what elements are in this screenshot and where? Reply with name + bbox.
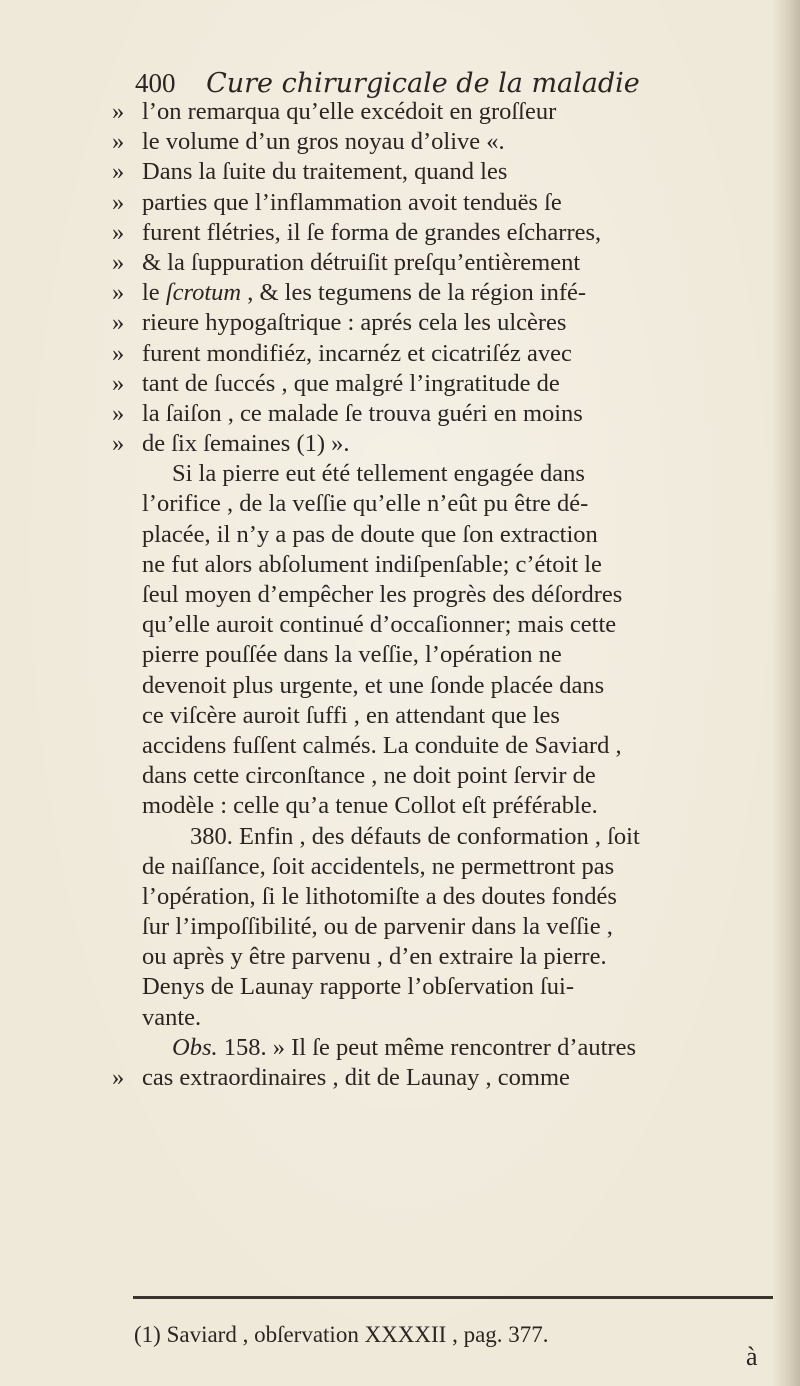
line-text: ce viſcère auroit ſuffi , en attendant que les: [142, 701, 560, 729]
text-line: [112, 822, 772, 852]
text-line: [112, 308, 772, 338]
line-text: ne fut alors abſolument indiſpenſable; c’étoit le: [142, 550, 602, 578]
text-line: [112, 761, 772, 791]
line-text: 380. Enfin , des défauts de conformation , ſoit: [190, 822, 640, 850]
text-line: [112, 278, 772, 308]
text-line: [112, 339, 772, 369]
line-text: dans cette circonſtance , ne doit point ſervir de: [142, 762, 596, 790]
line-text: pierre pouſſée dans la veſſie, l’opération ne: [142, 641, 562, 669]
running-head: [135, 68, 695, 99]
line-text: rieure hypogaſtrique : aprés cela les ulcères: [142, 309, 567, 337]
quote-mark: »: [112, 98, 125, 125]
italic-term: ſcrotum: [165, 279, 242, 307]
quote-mark: »: [112, 1064, 125, 1091]
line-text: ſur l’impoſſibilité, ou de parvenir dans la veſſie ,: [142, 913, 613, 941]
footnote-rule: [133, 1296, 773, 1299]
line-text: Si la pierre eut été tellement engagée dans: [172, 460, 585, 488]
line-text: [142, 279, 586, 306]
footnote: (1) Saviard , obſervation XXXXII , pag. 377.: [134, 1322, 549, 1347]
line-text: tant de ſuccés , que malgré l’ingratitude de: [142, 369, 560, 397]
line-text: [142, 1034, 636, 1061]
line-text: le volume d’un gros noyau d’olive «.: [142, 128, 505, 156]
line-text: qu’elle auroit continué d’occaſionner; mais cette: [142, 611, 617, 639]
line-text-part: le: [142, 279, 166, 307]
text-line: [112, 1063, 772, 1093]
line-text: Dans la ſuite du traitement, quand les: [142, 158, 508, 186]
text-line: [112, 399, 772, 429]
quote-mark: »: [112, 339, 125, 367]
quote-mark: »: [112, 309, 125, 337]
text-line: [112, 791, 772, 821]
line-text: l’opération, ſi le lithotomiſte a des doutes fondés: [142, 882, 617, 910]
text-line: [112, 489, 772, 519]
quote-mark: »: [112, 430, 125, 458]
text-line: [112, 520, 772, 550]
line-text: furent flétries, il ſe forma de grandes eſcharres,: [142, 218, 602, 246]
text-line: [112, 188, 772, 218]
text-line: [112, 852, 772, 882]
text-line: [112, 429, 772, 459]
quote-mark: »: [112, 369, 125, 397]
italic-term: Obs.: [172, 1033, 218, 1061]
text-line: [112, 580, 772, 610]
line-text: furent mondifiéz, incarnéz et cicatriſéz avec: [142, 339, 572, 367]
catchword: à: [746, 1342, 758, 1371]
quote-mark: »: [112, 188, 125, 216]
line-text: de ſix ſemaines (1) ».: [142, 430, 350, 458]
line-text: la ſaiſon , ce malade ſe trouva guéri en moins: [142, 399, 583, 427]
quote-mark: »: [112, 399, 125, 427]
text-line: [112, 972, 772, 1002]
line-text: cas extraordinaires , dit de Launay , comme: [142, 1064, 570, 1091]
line-text: ou après y être parvenu , d’en extraire la pierre.: [142, 943, 607, 971]
line-text: vante.: [142, 1003, 202, 1031]
body-text: [112, 97, 772, 1093]
text-line: [112, 369, 772, 399]
line-text: l’on remarqua qu’elle excédoit en groſſeur: [142, 98, 557, 125]
line-text: Denys de Launay rapporte l’obſervation ſui-: [142, 973, 575, 1001]
text-line: [112, 157, 772, 187]
text-line: [112, 127, 772, 157]
page-number: 400: [135, 68, 176, 98]
text-line: [112, 912, 772, 942]
quote-mark: »: [112, 218, 125, 246]
quote-mark: »: [112, 158, 125, 186]
text-line: [112, 1003, 772, 1033]
line-text: devenoit plus urgente, et une ſonde placée dans: [142, 671, 605, 699]
line-text-part: 158. » Il ſe peut même rencontrer d’autres: [217, 1033, 636, 1061]
line-text: l’orifice , de la veſſie qu’elle n’eût pu être dé-: [142, 490, 589, 518]
line-text: modèle : celle qu’a tenue Collot eſt préférable.: [142, 792, 598, 820]
text-line: [112, 731, 772, 761]
line-text-part: , & les tegumens de la région infé-: [241, 279, 587, 307]
line-text: accidens fuſſent calmés. La conduite de Saviard ,: [142, 731, 622, 759]
line-text: parties que l’inflammation avoit tenduës ſe: [142, 188, 562, 216]
quote-mark: »: [112, 279, 125, 307]
text-line: [112, 610, 772, 640]
quote-mark: »: [112, 128, 125, 156]
text-line: [112, 882, 772, 912]
line-text: ſeul moyen d’empêcher les progrès des déſordres: [142, 581, 623, 608]
text-line: [112, 671, 772, 701]
text-line: [112, 640, 772, 670]
text-line: [112, 550, 772, 580]
running-title: Cure chirurgicale de la maladie: [206, 68, 640, 99]
line-text: & la ſuppuration détruiſit preſqu’entièrement: [142, 248, 581, 276]
page-edge-shadow: [772, 0, 800, 1386]
quote-mark: »: [112, 248, 125, 276]
text-line: [112, 942, 772, 972]
text-line: [112, 701, 772, 731]
line-text: de naiſſance, ſoit accidentels, ne permettront pas: [142, 852, 615, 880]
text-line: [112, 97, 772, 127]
text-line: [112, 459, 772, 489]
text-line: [112, 1033, 772, 1063]
text-line: [112, 218, 772, 248]
line-text: placée, il n’y a pas de doute que ſon extraction: [142, 520, 598, 548]
text-line: [112, 248, 772, 278]
